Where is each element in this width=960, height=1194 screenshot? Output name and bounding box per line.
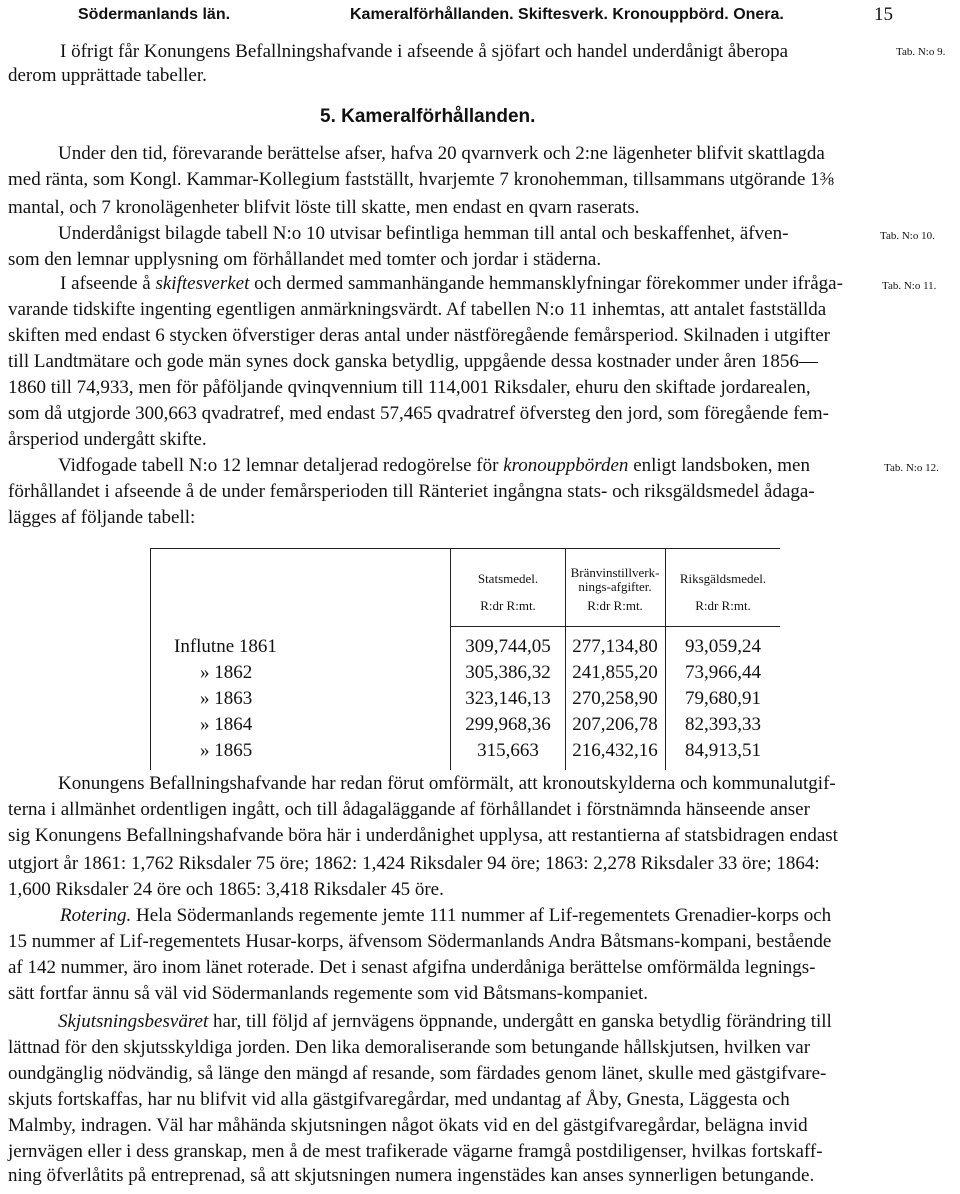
margin-note: Tab. N:o 9. xyxy=(896,46,946,58)
table-cell: 323,146,13 xyxy=(465,688,551,709)
text-line: Malmby, indragen. Väl har måhända skjutsningen något ökats vid en del gästgifvaregårdar, belägna invid xyxy=(8,1115,808,1136)
text-line: Under den tid, förevarande berättelse afser, hafva 20 qvarnverk och 2:ne lägenheter blifvit skattlagda xyxy=(58,143,825,164)
table-header-rule xyxy=(450,626,780,627)
italic-term: kronouppbörden xyxy=(503,455,629,476)
section-title: 5. Kameralförhållanden. xyxy=(320,106,536,127)
table-top-rule xyxy=(150,548,780,549)
margin-note: Tab. N:o 10. xyxy=(880,230,935,242)
column-unit: R:dr R:mt. xyxy=(587,598,643,613)
table-cell: 79,680,91 xyxy=(685,688,761,709)
text-line: ning öfverlåtits på entreprenad, så att skjutsningen numera ingenstädes kan anses synnerligen betungande. xyxy=(8,1165,815,1186)
text-line: skiften med endast 6 stycken öfverstiger deras antal under nästföregående femårsperiod. Skilnaden i utgifter xyxy=(8,325,830,346)
margin-note: Tab. N:o 12. xyxy=(884,462,939,474)
text-line: lättnad för den skjutsskyldiga jorden. Den lika demoraliserande som betungande hållskjutsen, hvilken var xyxy=(8,1037,811,1058)
text-line: Underdånigst bilagde tabell N:o 10 utvisar befintliga hemman till antal och beskaffenhet, äfven- xyxy=(58,223,789,244)
text-line: derom upprättade tabeller. xyxy=(8,65,207,86)
text-line: mantal, och 7 kronolägenheter blifvit löste till skatte, men endast en qvarn raserats. xyxy=(8,197,640,218)
header-county: Södermanlands län. xyxy=(78,6,231,23)
italic-term: Rotering. xyxy=(60,905,132,926)
header-topics: Kameralförhållanden. Skiftesverk. Kronouppbörd. Onera. xyxy=(350,6,784,23)
text-line: 1860 till 74,933, men för påföljande qvinqvennium till 114,001 Riksdaler, ehuru den skiftade jordarealen, xyxy=(8,377,811,398)
table-cell: 270,258,90 xyxy=(572,688,658,709)
text-line: Konungens Befallningshafvande har redan förut omförmält, att kronoutskylderna och kommunalutgif- xyxy=(58,773,836,794)
italic-term: Skjutsningsbesväret xyxy=(58,1011,209,1032)
text-line: oundgänglig nödvändig, så länge den mängd af resande, som färdades genom länet, skulle med gästgifvare- xyxy=(8,1063,827,1084)
table-cell: 93,059,24 xyxy=(685,636,761,657)
running-header xyxy=(0,2,960,30)
column-divider xyxy=(565,548,566,770)
text-line: af 142 nummer, äro inom länet roterade. Det i senast afgifna underdåniga berättelse omförmälda legnings- xyxy=(8,957,816,978)
column-divider xyxy=(450,548,451,770)
text-line: Skjutsningsbesväret har, till följd af jernvägens öppnande, undergått en ganska betydlig förändring till xyxy=(58,1011,832,1032)
text-line: lägges af följande tabell: xyxy=(8,507,196,528)
page-number: 15 xyxy=(874,4,893,25)
text-line: skjuts fortskaffas, har nu blifvit vid alla gästgifvaregårdar, med undantag af Åby, Gnesta, Läggesta och xyxy=(8,1089,790,1110)
italic-term: skiftesverket xyxy=(155,273,250,294)
text-line: årsperiod undergått skifte. xyxy=(8,429,207,450)
revenue-table xyxy=(150,548,780,770)
text-line: utgjort år 1861: 1,762 Riksdaler 75 öre; 1862: 1,424 Riksdaler 94 öre; 1863: 2,278 Riksdaler 33 öre; 1864: xyxy=(8,853,820,874)
text-line: varande tidskifte ingenting egentligen anmärkningsvärdt. Af tabellen N:o 11 inhemtas, att antalet fastställda xyxy=(8,299,827,320)
text-line: som då utgjorde 300,663 qvadratref, med endast 57,465 qvadratref öfversteg den jord, som föregående fem- xyxy=(8,403,829,424)
table-cell: 305,386,32 xyxy=(465,662,551,683)
table-cell: 299,968,36 xyxy=(465,714,551,735)
margin-note: Tab. N:o 11. xyxy=(882,280,937,292)
table-cell: 207,206,78 xyxy=(572,714,658,735)
text-line: till Landtmätare och gode män synes dock ganska betydlig, uppgående dessa kostnader under åren 1856— xyxy=(8,351,818,372)
table-cell: 82,393,33 xyxy=(685,714,761,735)
table-row-label: » 1862 xyxy=(200,662,253,683)
table-cell: 309,744,05 xyxy=(465,636,551,657)
column-divider xyxy=(665,548,666,770)
text-line: som den lemnar upplysning om förhållandet med tomter och jordar i städerna. xyxy=(8,249,602,270)
column-unit: R:dr R:mt. xyxy=(480,598,536,613)
table-cell: 73,966,44 xyxy=(685,662,761,683)
table-cell: 241,855,20 xyxy=(572,662,658,683)
text-line: sig Konungens Befallningshafvande böra här i underdånighet upplysa, att restantierna af statsbidragen endast xyxy=(8,825,838,846)
table-left-border xyxy=(150,548,151,770)
text-line: 1,600 Riksdaler 24 öre och 1865: 3,418 Riksdaler 45 öre. xyxy=(8,879,444,900)
text-line: I afseende å skiftesverket och dermed sammanhängande hemmansklyfningar förekommer under ifråga- xyxy=(60,273,843,294)
text-line: jernvägen eller i dess granskap, men å de mest trafikerade vägarne framgå postdiligenser, hvilkas fortskaff- xyxy=(8,1141,823,1162)
text-line: I öfrigt får Konungens Befallningshafvande i afseende å sjöfart och handel underdånigt åberopa xyxy=(60,41,789,62)
column-header: Riksgäldsmedel. xyxy=(679,571,767,586)
text-line: Rotering. Hela Södermanlands regemente jemte 111 nummer af Lif-regementets Grenadier-korps och xyxy=(60,905,832,926)
table-cell: 84,913,51 xyxy=(685,740,761,761)
column-header: Statsmedel. xyxy=(477,571,539,586)
text-line: med ränta, som Kongl. Kammar-Kollegium fastställt, hvarjemte 7 kronohemman, tillsammans utgörande 1⅜ xyxy=(8,169,834,190)
table-cell: 315,663 xyxy=(477,740,539,761)
table-cell: 277,134,80 xyxy=(572,636,658,657)
table-row-label: » 1863 xyxy=(200,688,253,709)
column-header: Bränvinstillverk- nings-afgifter. xyxy=(570,565,660,594)
table-cell: 216,432,16 xyxy=(572,740,658,761)
text-line: sätt fortfar ännu så väl vid Södermanlands regemente som vid Båtsmans-kompaniet. xyxy=(8,983,649,1004)
table-row-label: » 1864 xyxy=(200,714,253,735)
table-row-label: » 1865 xyxy=(200,740,253,761)
table-row-label: Influtne 1861 xyxy=(174,636,277,657)
text-line: Vidfogade tabell N:o 12 lemnar detaljerad redogörelse för kronouppbörden enligt landsboken, men xyxy=(58,455,810,476)
column-unit: R:dr R:mt. xyxy=(695,598,751,613)
text-line: förhållandet i afseende å de under femårsperioden till Ränteriet ingångna stats- och riksgäldsmedel ådaga- xyxy=(8,481,815,502)
text-line: terna i allmänhet ordentligen ingått, och till ådagaläggande af förhållandet i förstnämnda hänseende anser xyxy=(8,799,810,820)
text-line: 15 nummer af Lif-regementets Husar-korps, äfvensom Södermanlands Andra Båtsmans-kompani, bestående xyxy=(8,931,832,952)
